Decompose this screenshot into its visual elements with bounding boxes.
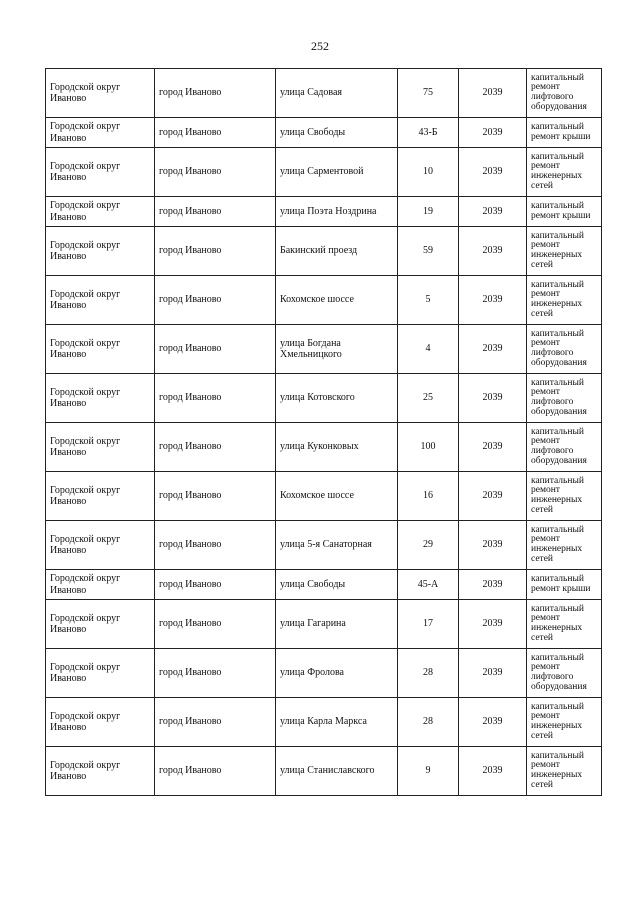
repair-type-cell: капитальный ремонт инженерных сетей	[527, 521, 602, 570]
district-cell: Городской округ Иваново	[46, 148, 155, 197]
table-row	[46, 472, 602, 521]
table-row	[46, 227, 602, 276]
city-cell: город Иваново	[155, 570, 276, 600]
city-cell: город Иваново	[155, 197, 276, 227]
year-cell: 2039	[459, 600, 527, 649]
house-number-cell: 100	[398, 423, 459, 472]
year-cell: 2039	[459, 197, 527, 227]
city-cell: город Иваново	[155, 747, 276, 796]
city-cell: город Иваново	[155, 148, 276, 197]
table-row	[46, 600, 602, 649]
district-cell: Городской округ Иваново	[46, 423, 155, 472]
house-number-cell: 59	[398, 227, 459, 276]
street-cell: улица Котовского	[276, 374, 398, 423]
district-cell: Городской округ Иваново	[46, 276, 155, 325]
year-cell: 2039	[459, 69, 527, 118]
district-cell: Городской округ Иваново	[46, 227, 155, 276]
house-number-cell: 4	[398, 325, 459, 374]
district-cell: Городской округ Иваново	[46, 118, 155, 148]
repair-type-cell: капитальный ремонт инженерных сетей	[527, 227, 602, 276]
year-cell: 2039	[459, 472, 527, 521]
city-cell: город Иваново	[155, 472, 276, 521]
repair-type-cell: капитальный ремонт инженерных сетей	[527, 276, 602, 325]
house-number-cell: 25	[398, 374, 459, 423]
district-cell: Городской округ Иваново	[46, 374, 155, 423]
city-cell: город Иваново	[155, 325, 276, 374]
street-cell: улица 5-я Санаторная	[276, 521, 398, 570]
year-cell: 2039	[459, 276, 527, 325]
district-cell: Городской округ Иваново	[46, 69, 155, 118]
street-cell: улица Гагарина	[276, 600, 398, 649]
street-cell: улица Богдана Хмельницкого	[276, 325, 398, 374]
year-cell: 2039	[459, 374, 527, 423]
district-cell: Городской округ Иваново	[46, 570, 155, 600]
table-row	[46, 197, 602, 227]
street-cell: Бакинский проезд	[276, 227, 398, 276]
table-row	[46, 69, 602, 118]
year-cell: 2039	[459, 747, 527, 796]
year-cell: 2039	[459, 325, 527, 374]
table-row	[46, 276, 602, 325]
year-cell: 2039	[459, 649, 527, 698]
city-cell: город Иваново	[155, 118, 276, 148]
year-cell: 2039	[459, 521, 527, 570]
district-cell: Городской округ Иваново	[46, 698, 155, 747]
street-cell: улица Фролова	[276, 649, 398, 698]
street-cell: улица Куконковых	[276, 423, 398, 472]
repair-type-cell: капитальный ремонт лифтового оборудования	[527, 325, 602, 374]
district-cell: Городской округ Иваново	[46, 649, 155, 698]
street-cell: улица Карла Маркса	[276, 698, 398, 747]
repair-type-cell: капитальный ремонт крыши	[527, 197, 602, 227]
repair-type-cell: капитальный ремонт лифтового оборудования	[527, 69, 602, 118]
repair-type-cell: капитальный ремонт инженерных сетей	[527, 148, 602, 197]
table-row	[46, 570, 602, 600]
city-cell: город Иваново	[155, 649, 276, 698]
table-row	[46, 118, 602, 148]
street-cell: улица Свободы	[276, 118, 398, 148]
district-cell: Городской округ Иваново	[46, 521, 155, 570]
year-cell: 2039	[459, 227, 527, 276]
house-number-cell: 10	[398, 148, 459, 197]
street-cell: улица Сарментовой	[276, 148, 398, 197]
table-row	[46, 747, 602, 796]
table-row	[46, 649, 602, 698]
year-cell: 2039	[459, 423, 527, 472]
city-cell: город Иваново	[155, 600, 276, 649]
table-row	[46, 374, 602, 423]
street-cell: Кохомское шоссе	[276, 276, 398, 325]
district-cell: Городской округ Иваново	[46, 197, 155, 227]
table-row	[46, 698, 602, 747]
house-number-cell: 17	[398, 600, 459, 649]
city-cell: город Иваново	[155, 227, 276, 276]
table-row	[46, 521, 602, 570]
year-cell: 2039	[459, 118, 527, 148]
repair-type-cell: капитальный ремонт крыши	[527, 570, 602, 600]
repair-type-cell: капитальный ремонт лифтового оборудования	[527, 423, 602, 472]
house-number-cell: 5	[398, 276, 459, 325]
house-number-cell: 9	[398, 747, 459, 796]
city-cell: город Иваново	[155, 276, 276, 325]
year-cell: 2039	[459, 148, 527, 197]
repair-type-cell: капитальный ремонт инженерных сетей	[527, 747, 602, 796]
year-cell: 2039	[459, 570, 527, 600]
house-number-cell: 19	[398, 197, 459, 227]
city-cell: город Иваново	[155, 521, 276, 570]
house-number-cell: 43-Б	[398, 118, 459, 148]
street-cell: Кохомское шоссе	[276, 472, 398, 521]
city-cell: город Иваново	[155, 374, 276, 423]
table-row	[46, 325, 602, 374]
house-number-cell: 28	[398, 698, 459, 747]
year-cell: 2039	[459, 698, 527, 747]
house-number-cell: 75	[398, 69, 459, 118]
repair-type-cell: капитальный ремонт лифтового оборудования	[527, 374, 602, 423]
city-cell: город Иваново	[155, 698, 276, 747]
house-number-cell: 45-А	[398, 570, 459, 600]
house-number-cell: 16	[398, 472, 459, 521]
district-cell: Городской округ Иваново	[46, 747, 155, 796]
street-cell: улица Поэта Ноздрина	[276, 197, 398, 227]
repair-type-cell: капитальный ремонт инженерных сетей	[527, 472, 602, 521]
table-row	[46, 423, 602, 472]
city-cell: город Иваново	[155, 423, 276, 472]
city-cell: город Иваново	[155, 69, 276, 118]
house-number-cell: 28	[398, 649, 459, 698]
page-number: 252	[311, 39, 329, 53]
street-cell: улица Садовая	[276, 69, 398, 118]
repair-schedule-table	[45, 68, 602, 796]
repair-type-cell: капитальный ремонт инженерных сетей	[527, 698, 602, 747]
house-number-cell: 29	[398, 521, 459, 570]
district-cell: Городской округ Иваново	[46, 600, 155, 649]
repair-type-cell: капитальный ремонт лифтового оборудования	[527, 649, 602, 698]
table-row	[46, 148, 602, 197]
repair-type-cell: капитальный ремонт крыши	[527, 118, 602, 148]
district-cell: Городской округ Иваново	[46, 325, 155, 374]
repair-type-cell: капитальный ремонт инженерных сетей	[527, 600, 602, 649]
district-cell: Городской округ Иваново	[46, 472, 155, 521]
street-cell: улица Свободы	[276, 570, 398, 600]
street-cell: улица Станиславского	[276, 747, 398, 796]
